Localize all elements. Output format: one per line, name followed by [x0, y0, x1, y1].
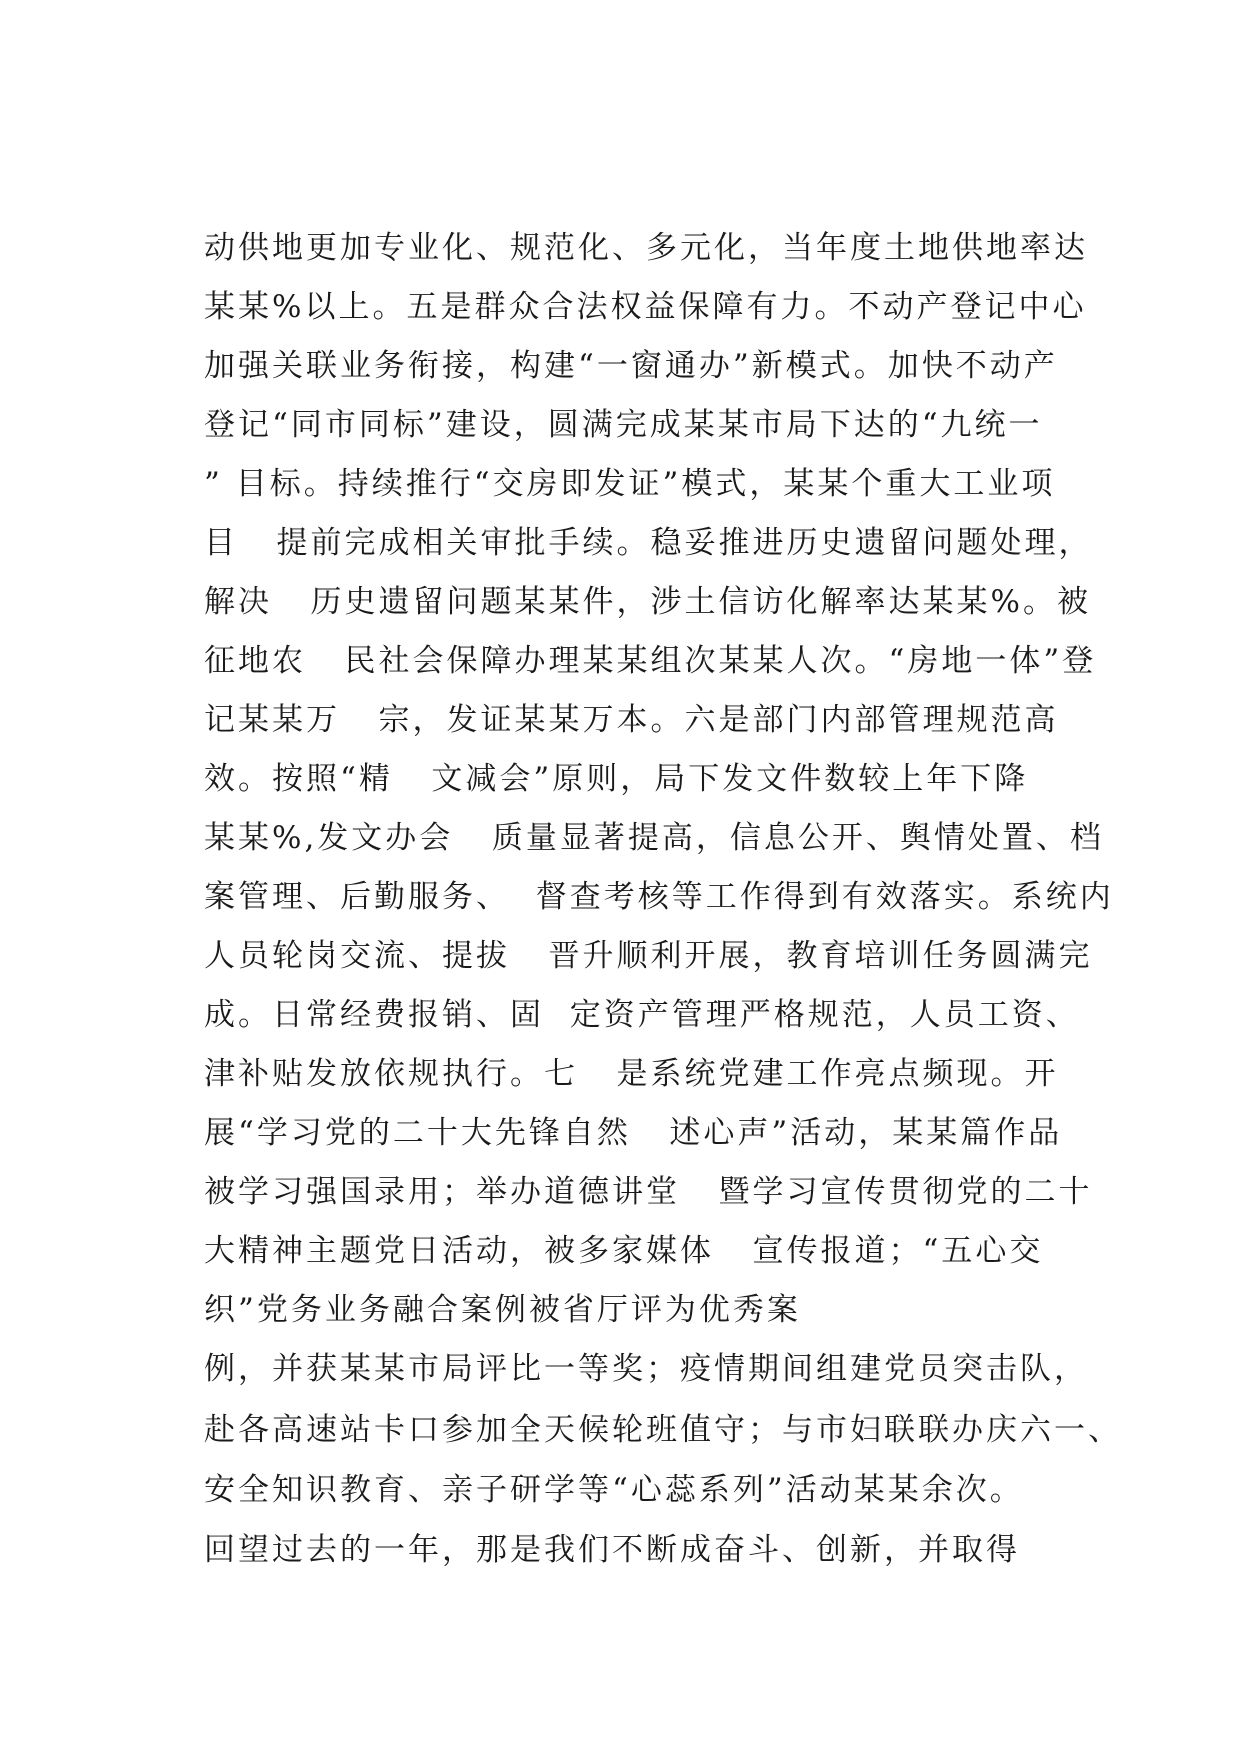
paragraph-line: 回望过去的一年，那是我们不断成奋斗、创新，并取得 [204, 1532, 1020, 1568]
paragraph-line: 人员轮岗交流、提拔 晋升顺利开展，教育培训任务圆满完 [204, 938, 1093, 974]
paragraph-line: 某某%,发文办会 质量显著提高，信息公开、舆情处置、档 [204, 820, 1104, 856]
paragraph-line: 例，并获某某市局评比一等奖；疫情期间组建党员突击队， [204, 1351, 1088, 1387]
paragraph-line: 目 提前完成相关审批手续。稳妥推进历史遗留问题处理， [204, 525, 1093, 561]
paragraph-line: 案管理、后勤服务、 督查考核等工作得到有效落实。系统内 [204, 879, 1114, 915]
paragraph-line: 解决 历史遗留问题某某件，涉土信访化解率达某某%。被 [204, 584, 1092, 620]
paragraph-line: 赴各高速站卡口参加全天候轮班值守；与市妇联联办庆六一、 [204, 1412, 1122, 1448]
paragraph-line: 安全知识教育、亲子研学等“心蕊系列”活动某某余次。 [204, 1472, 1024, 1508]
paragraph-line: 被学习强国录用；举办道德讲堂 暨学习宣传贯彻党的二十 [204, 1174, 1093, 1210]
paragraph-line: 记某某万 宗，发证某某万本。六是部门内部管理规范高 [204, 702, 1059, 738]
paragraph-line: 展“学习党的二十大先锋自然 述心声”活动，某某篇作品 [204, 1115, 1063, 1151]
paragraph-line: 动供地更加专业化、规范化、多元化，当年度土地供地率达 [204, 230, 1088, 266]
paragraph-line: 大精神主题党日活动，被多家媒体 宣传报道；“五心交 [204, 1233, 1044, 1269]
paragraph-line: ” 目标。持续推行“交房即发证”模式，某某个重大工业项 [204, 466, 1056, 502]
paragraph-line: 成。日常经费报销、固 定资产管理严格规范，人员工资、 [204, 997, 1080, 1033]
paragraph-line: 织”党务业务融合案例被省厅评为优秀案 [204, 1292, 801, 1328]
paragraph-line: 加强关联业务衔接，构建“一窗通办”新模式。加快不动产 [204, 348, 1058, 384]
paragraph-line: 津补贴发放依规执行。七 是系统党建工作亮点频现。开 [204, 1056, 1059, 1092]
paragraph-line: 征地农 民社会保障办理某某组次某某人次。“房地一体”登 [204, 643, 1097, 679]
paragraph-line: 登记“同市同标”建设，圆满完成某某市局下达的“九统一 [204, 407, 1043, 443]
paragraph-line: 某某%以上。五是群众合法权益保障有力。不动产登记中心 [204, 289, 1087, 325]
paragraph-line: 效。按照“精 文减会”原则，局下发文件数较上年下降 [204, 761, 1029, 797]
